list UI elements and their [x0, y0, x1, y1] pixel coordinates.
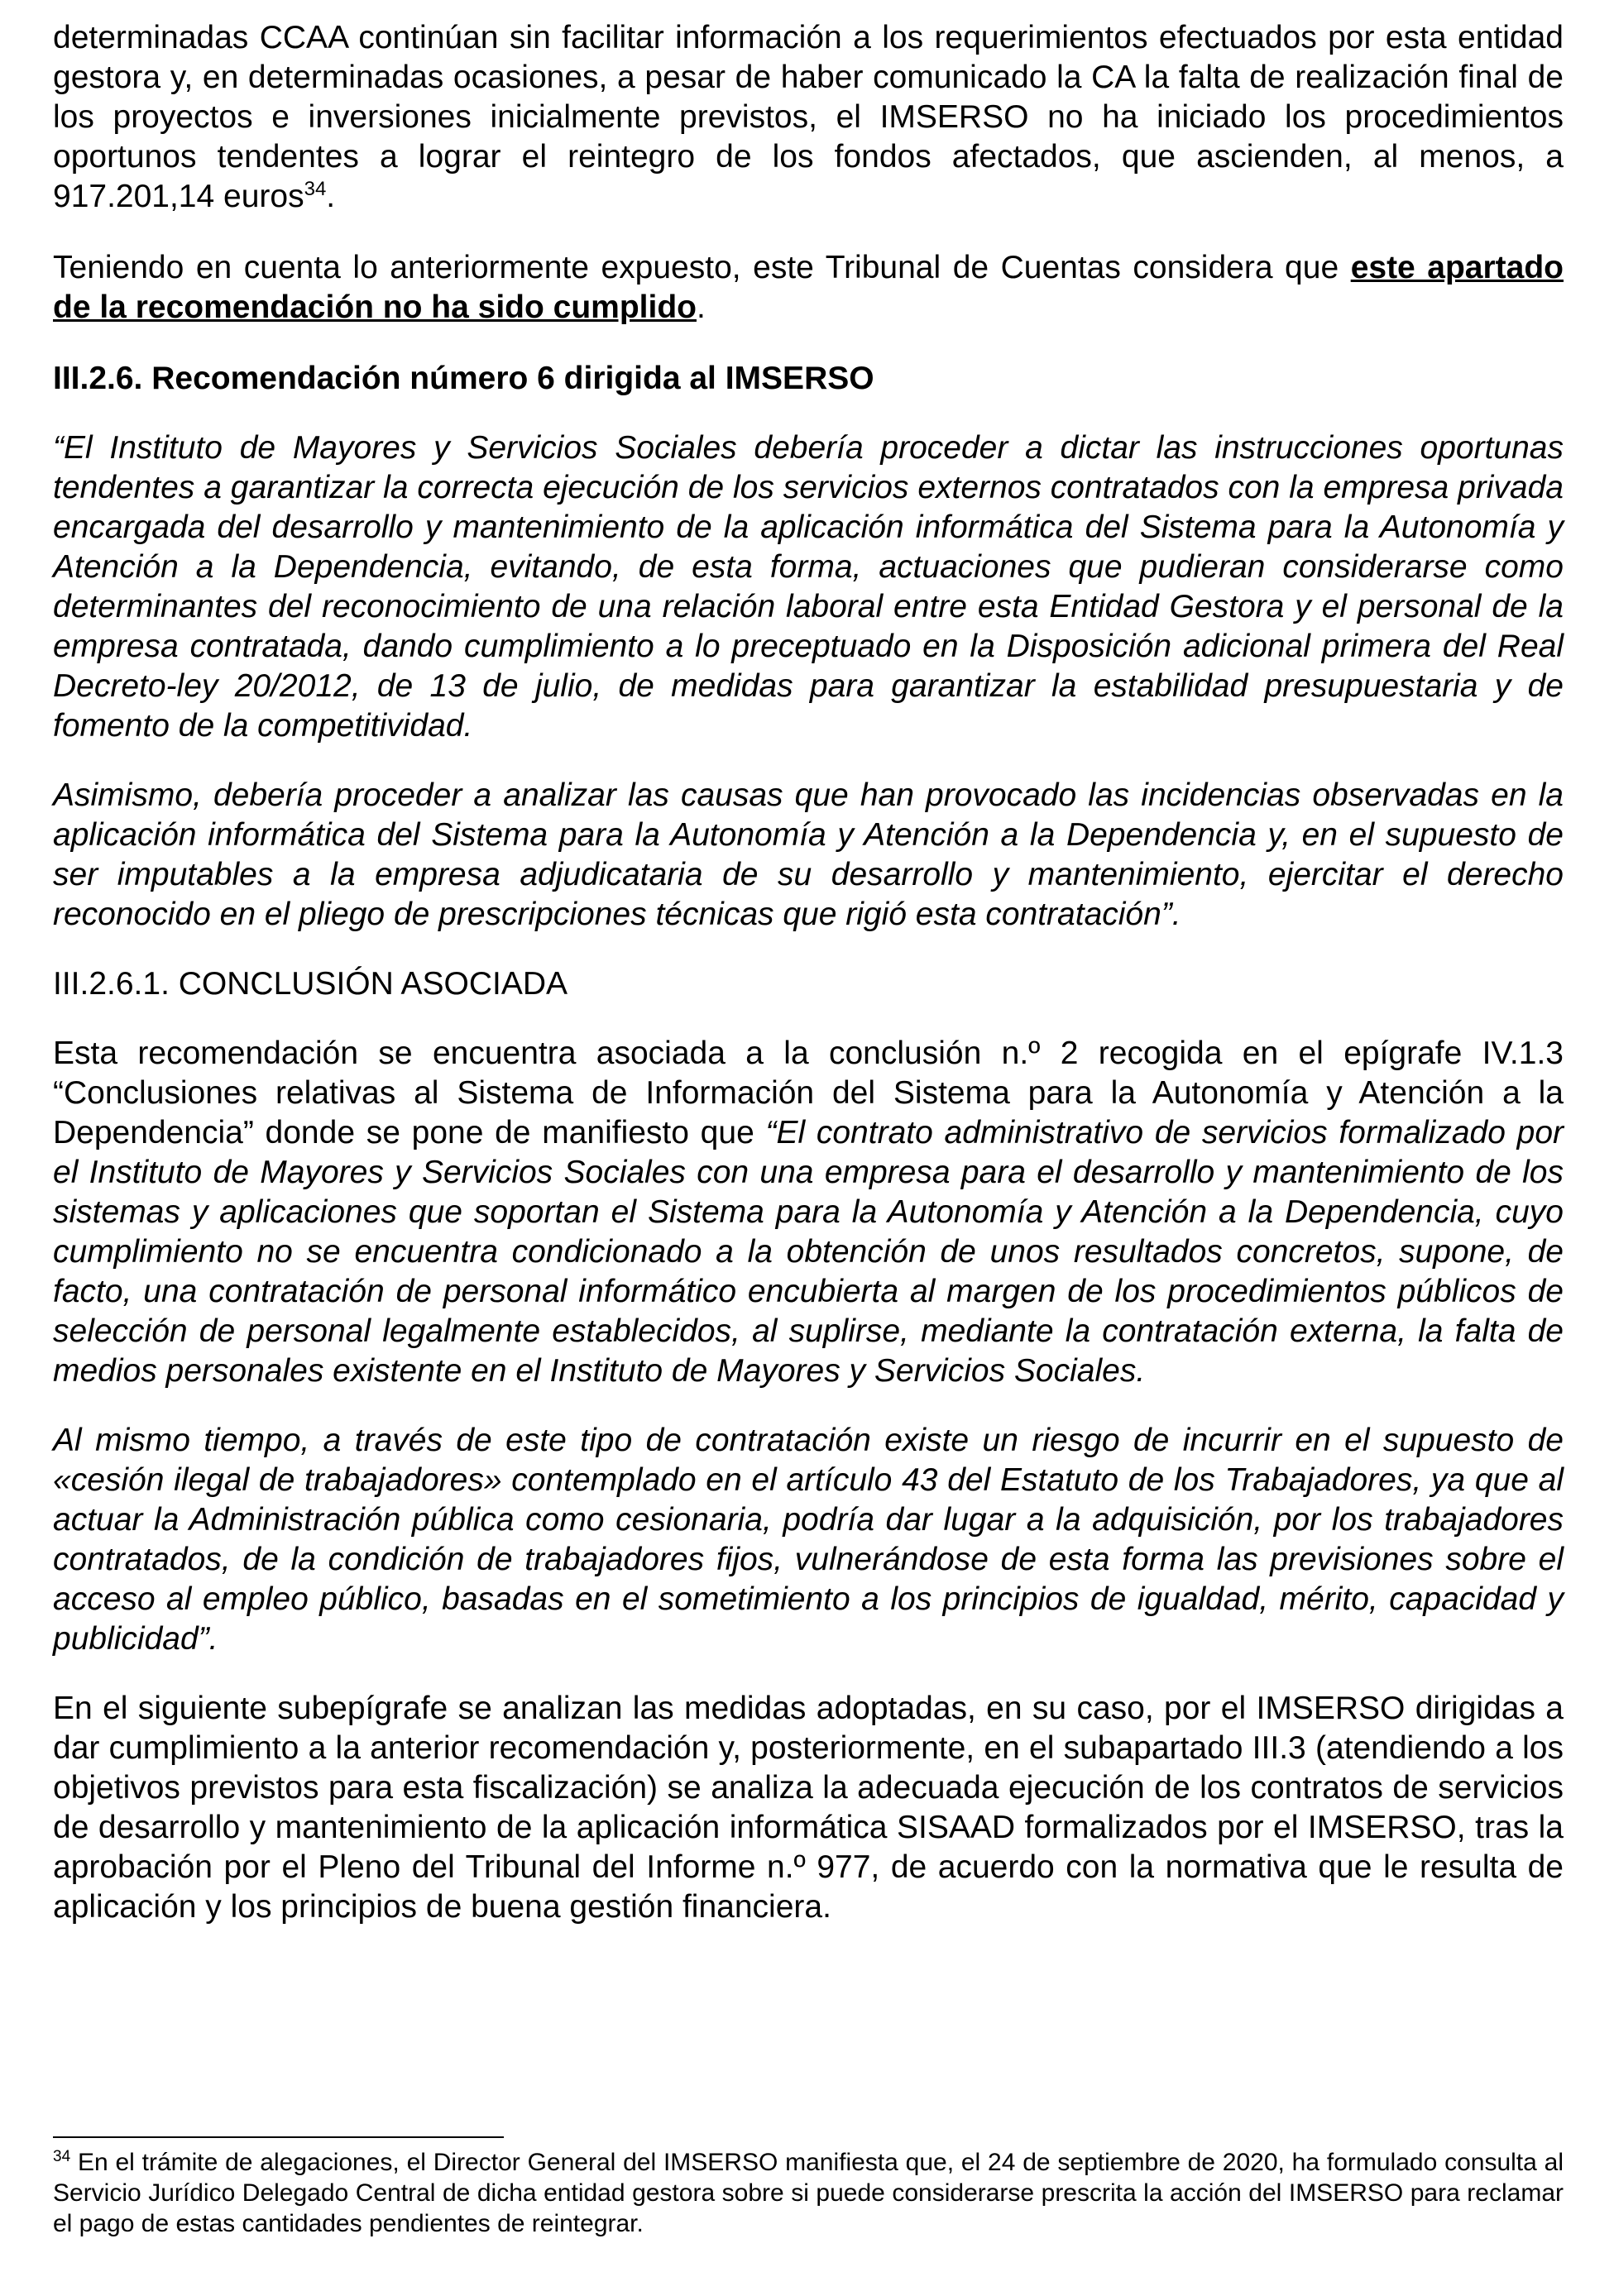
paragraph-conclusion-tribunal	[53, 248, 1564, 328]
spacer	[53, 1659, 1564, 1689]
paragraph-conclusion-text: Teniendo en cuenta lo anteriormente expuesto, este Tribunal de Cuentas considera que	[53, 250, 1351, 285]
associated-conclusion-text: Esta recomendación se encuentra asociada a la conclusión n.º 2 recogida en el epígrafe IV.1.3 “Conclusiones relativas al Sistema de Información del Sistema para la Autonomía y Atención a la Dependencia” donde se pone de manifiesto que	[53, 1036, 1564, 1150]
footnote-divider	[53, 2136, 504, 2138]
associated-conclusion-quote: “El contrato administrativo de servicios formalizado por el Instituto de Mayores y Servicios Sociales con una empresa para el desarrollo y mantenimiento de los sistemas y aplicaciones que soportan el Sistema para la Autonomía y Atención a la Dependencia, cuyo cumplimiento no se encuentra condicionado a la obtención de unos resultados concretos, supone, de facto, una contratación de personal informático encubierta al margen de los procedimientos públicos de selección de personal legalmente establecidos, al suplirse, mediante la contratación externa, la falta de medios personales existente en el Instituto de Mayores y Servicios Sociales.	[53, 1115, 1564, 1389]
document-body	[53, 18, 1564, 1927]
recommendation-quote-2: Asimismo, debería proceder a analizar las causas que han provocado las incidencias observadas en la aplicación informática del Sistema para la Autonomía y Atención a la Dependencia y, en el supuesto de ser imputables a la empresa adjudicataria de su desarrollo y mantenimiento, ejercitar el derecho reconocido en el pliego de prescripciones técnicas que rigió esta contratación”.	[53, 777, 1564, 932]
paragraph-end: .	[326, 179, 336, 214]
spacer	[53, 746, 1564, 776]
paragraph-next-subepigraph: En el siguiente subepígrafe se analizan las medidas adoptadas, en su caso, por el IMSERSO dirigidas a dar cumplimiento a la anterior recomendación y, posteriormente, en el subapartado III.3 (atendiendo a los objetivos previstos para esta fiscalización) se analiza la adecuada ejecución de los contratos de servicios de desarrollo y mantenimiento de la aplicación informática SISAAD formalizados por el IMSERSO, tras la aprobación por el Pleno del Tribunal del Informe n.º 977, de acuerdo con la normativa que le resulta de aplicación y los principios de buena gestión financiera.	[53, 1691, 1564, 1925]
footnote-number: 34	[53, 2148, 71, 2165]
spacer	[53, 935, 1564, 964]
spacer	[53, 1004, 1564, 1034]
footnote-ref-34[interactable]: 34	[304, 178, 327, 200]
spacer	[53, 399, 1564, 428]
footnote-text: En el trámite de alegaciones, el Director General del IMSERSO manifiesta que, el 24 de septiembre de 2020, ha formulado consulta al Servicio Jurídico Delegado Central de dicha entidad gestora sobre si puede considerarse prescrita la acción del IMSERSO para reclamar el pago de estas cantidades pendientes de reintegrar.	[53, 2149, 1564, 2237]
spacer	[53, 1391, 1564, 1421]
recommendation-quote-1: “El Instituto de Mayores y Servicios Sociales debería proceder a dictar las instrucciones oportunas tendentes a garantizar la correcta ejecución de los servicios externos contratados con la empresa privada encargada del desarrollo y mantenimiento de la aplicación informática del Sistema para la Autonomía y Atención a la Dependencia, evitando, de esta forma, actuaciones que pudieran considerarse como determinantes del reconocimiento de una relación laboral entre esta Entidad Gestora y el personal de la empresa contratada, dando cumplimiento a lo preceptuado en la Disposición adicional primera del Real Decreto-ley 20/2012, de 13 de julio, de medidas para garantizar la estabilidad presupuestaria y de fomento de la competitividad.	[53, 430, 1564, 744]
spacer	[53, 328, 1564, 359]
subsection-heading: III.2.6.1. CONCLUSIÓN ASOCIADA	[53, 966, 568, 1002]
paragraph-reintegro-text: determinadas CCAA continúan sin facilitar información a los requerimientos efectuados por esta entidad gestora y, en determinadas ocasiones, a pesar de haber comunicado la CA la falta de realización final de los proyectos e inversiones inicialmente previstos, el IMSERSO no ha iniciado los procedimientos oportunos tendentes a lograr el reintegro de los fondos afectados, que ascienden, al menos, a 917.201,14 euros	[53, 20, 1564, 214]
section-heading: III.2.6. Recomendación número 6 dirigida al IMSERSO	[53, 361, 874, 396]
recommendation-quote-3: Al mismo tiempo, a través de este tipo de contratación existe un riesgo de incurrir en el supuesto de «cesión ilegal de trabajadores» contemplado en el artículo 43 del Estatuto de los Trabajadores, ya que al actuar la Administración pública como cesionaria, podría dar lugar a la adquisición, por los trabajadores contratados, de la condición de trabajadores fijos, vulnerándose de esta forma las previsiones sobre el acceso al empleo público, basadas en el sometimiento a los principios de igualdad, mérito, capacidad y publicidad”.	[53, 1423, 1564, 1657]
spacer	[53, 217, 1564, 248]
paragraph-end: .	[696, 289, 706, 325]
paragraph-associated-conclusion	[53, 1034, 1564, 1391]
footnote-34	[53, 2147, 1564, 2239]
paragraph-reintegro	[53, 18, 1564, 217]
emphasis-not-fulfilled: este apartado de la recomendación no ha sido cumplido	[53, 250, 1564, 325]
